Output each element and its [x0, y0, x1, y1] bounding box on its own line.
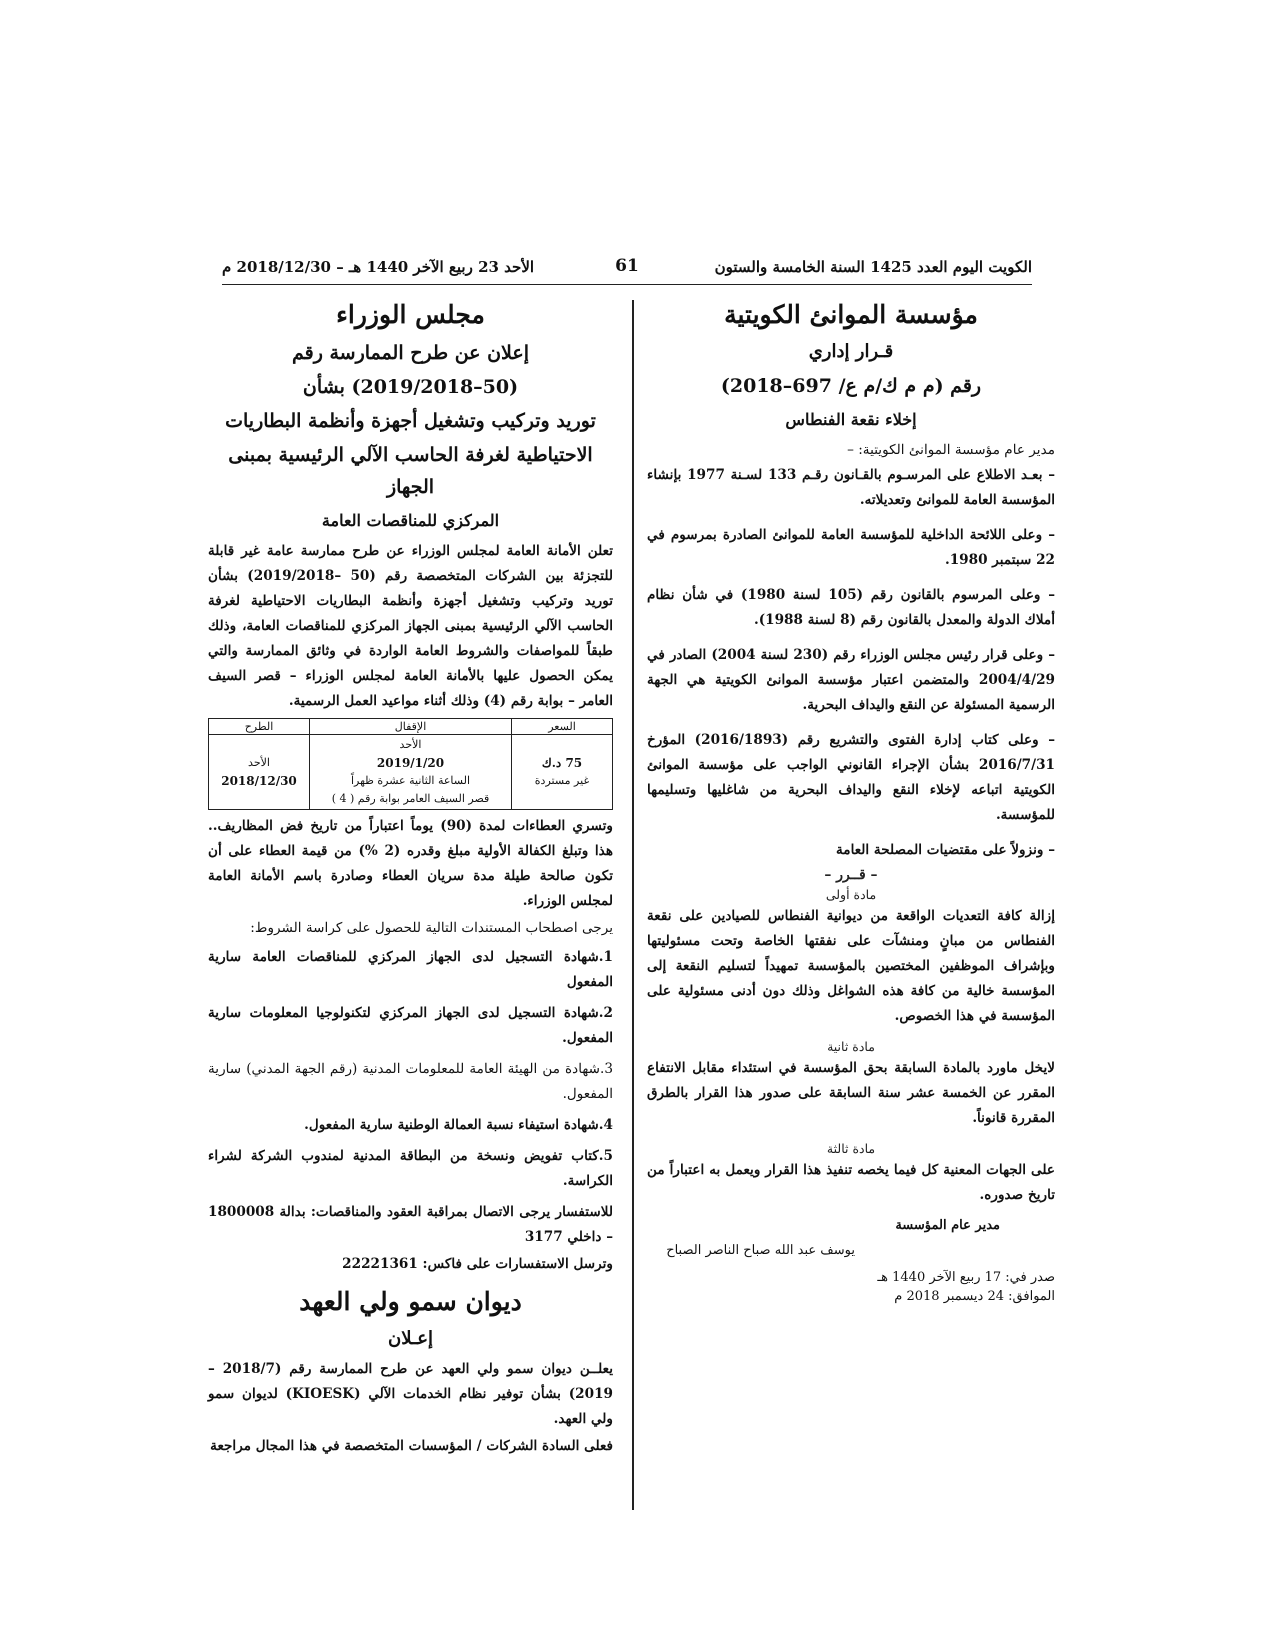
price-cell [512, 735, 613, 810]
closing-time: الساعة الثانية عشرة ظهراً [350, 774, 471, 787]
header-date: الأحد 23 ربيع الآخر 1440 هـ – 2018/12/30 م [222, 258, 535, 276]
clause: – وعلى كتاب إدارة الفتوى والتشريع رقم (2016/1893) المؤرخ 2016/7/31 بشأن الإجراء القانوني الواجب على مؤسسة الموانئ الكويتية اتباعه لإخلاء النقع واليداف البحرية من شاغليها وتسليمها للمؤسسة. [647, 732, 1055, 823]
offering-date: 2018/12/30 [221, 774, 297, 788]
announcement-line2: (50–2019/2018) بشأن [302, 376, 519, 398]
table-header-closing: الإقفال [310, 719, 512, 735]
closing-cell [310, 735, 512, 810]
inquiry-fax: وترسل الاستفسارات على فاكس: 22221361 [342, 1256, 613, 1272]
clause: – وعلى المرسوم بالقانون رقم (105 لسنة 1980) في شأن نظام أملاك الدولة والمعدل بالقانون رقم (8 لسنة 1988). [647, 587, 1055, 628]
left-column [208, 296, 613, 1469]
decision-label: قـرار إداري [808, 341, 894, 362]
closing-day: الأحد [399, 738, 422, 751]
list-item: 2.شهادة التسجيل لدى الجهاز المركزي لتكنولوجيا المعلومات سارية المفعول. [208, 1005, 613, 1046]
list-item: 5.كتاب تفويض ونسخة من البطاقة المدنية لمندوب الشركة لشراء الكراسة. [208, 1148, 613, 1189]
tender-table [208, 718, 613, 810]
header-issue: الكويت اليوم العدد 1425 السنة الخامسة والستون [714, 258, 1032, 276]
decision-subject: إخلاء نقعة الفنطاس [785, 410, 917, 429]
decision-number: رقم (م م ك/م ع/ 697–2018) [720, 375, 982, 397]
ports-authority-title: مؤسسة الموانئ الكويتية [724, 300, 978, 329]
announcement-line1: إعلان عن طرح الممارسة رقم [291, 342, 530, 364]
subject-line3: المركزي للمناقصات العامة [321, 511, 500, 530]
crown-prince-announcement: إعـلان [388, 1328, 433, 1349]
signature-name: يوسف عبد الله صباح الناصر الصباح [666, 1243, 855, 1258]
issued-hijri: صدر في: 17 ربيع الآخر 1440 هـ [877, 1270, 1055, 1285]
clause: – وعلى اللائحة الداخلية للمؤسسة العامة للموانئ الصادرة بمرسوم في 22 سبتمبر 1980. [647, 527, 1055, 568]
tender-intro: تعلن الأمانة العامة لمجلس الوزراء عن طرح ممارسة عامة غير قابلة للتجزئة بين الشركات المتخصصة رقم (50 –2019/2018) بشأن توريد وتركيب وتشغيل أجهزة وأنظمة البطاريات الاحتياطية لغرفة الحاسب الآلي الرئيسية بمبنى الجهاز المركزي للمناقصات العامة، وذلك طبقاً للمواصفات والشروط العامة الواردة في وثائق الممارسة والتي يمكن الحصول عليها بالأمانة العامة لمجلس الوزراء – قصر السيف العامر – بوابة رقم (4) وذلك أثناء مواعيد العمل الرسمية. [208, 543, 613, 709]
crown-prince-last-line: فعلى السادة الشركات / المؤسسات المتخصصة في هذا المجال مراجعة [210, 1438, 613, 1454]
clause: – ونزولاً على مقتضيات المصلحة العامة [836, 842, 1055, 858]
decides-label: – قــرر – [824, 867, 878, 883]
inquiry-contact: للاستفسار يرجى الاتصال بمراقبة العقود والمناقصات: بدالة 1800008 – داخلي 3177 [208, 1204, 613, 1245]
documents-list [208, 945, 613, 1194]
article2-title: مادة ثانية [827, 1039, 875, 1054]
right-column [647, 296, 1055, 1308]
closing-date: 2019/1/20 [376, 756, 445, 770]
offering-day: الأحد [248, 756, 270, 769]
list-item: 1.شهادة التسجيل لدى الجهاز المركزي للمناقصات العامة سارية المفعول [208, 949, 613, 990]
table-header-offering: الطرح [209, 719, 310, 735]
column-divider [632, 300, 634, 1510]
page-header [222, 252, 1032, 285]
validity-text: وتسري العطاءات لمدة (90) يوماً اعتباراً من تاريخ فض المظاريف.. هذا وتبلغ الكفالة الأولية مبلغ وقدره (2 %) من قيمة العطاء على أن تكون صالحة طيلة مدة سريان العطاء وصادرة باسم الأمانة العامة لمجلس الوزراء. [208, 818, 613, 909]
article1-title: مادة أولى [825, 887, 877, 902]
clause: – بعـد الاطلاع على المرسـوم بالقـانون رقـم 133 لسـنة 1977 بإنشاء المؤسسة العامة للموانئ وتعديلاته. [647, 467, 1056, 508]
table-row [209, 735, 613, 810]
article3-text: على الجهات المعنية كل فيما يخصه تنفيذ هذا القرار ويعمل به اعتباراً من تاريخ صدوره. [647, 1162, 1055, 1203]
clause: – وعلى قرار رئيس مجلس الوزراء رقم (230 لسنة 2004) الصادر في 2004/4/29 والمتضمن اعتبار مؤسسة الموانئ الكويتية هي الجهة الرسمية المسئولة عن النقع واليداف البحرية. [647, 647, 1055, 713]
crown-prince-title: ديوان سمو ولي العهد [299, 1287, 522, 1316]
price-value: 75 د.ك [541, 756, 583, 770]
closing-place: قصر السيف العامر بوابة رقم ( 4 ) [331, 792, 490, 805]
offering-cell [209, 735, 310, 810]
subject-line1: توريد وتركيب وتشغيل أجهزة وأنظمة البطاريات [225, 410, 596, 432]
article1-text: إزالة كافة التعديات الواقعة من ديوانية الفنطاس للصيادين على نقعة الفنطاس من مبانٍ ومنشآت على نفقتها الخاصة وتحت مسئوليتها وبإشراف الموظفين المختصين بالمؤسسة تمهيداً لتسليم النقعة إلى المؤسسة خالية من كافة هذه الشواغل وذلك دون أدنى مسئولية على المؤسسة في هذا الخصوص. [647, 908, 1055, 1024]
issued-gregorian: الموافق: 24 ديسمبر 2018 م [894, 1289, 1055, 1304]
list-item: 3.شهادة من الهيئة العامة للمعلومات المدنية (رقم الجهة المدني) سارية المفعول. [208, 1061, 613, 1102]
subject-line2: الاحتياطية لغرفة الحاسب الآلي الرئيسية بمبنى الجهاز [228, 444, 593, 498]
page-number: 61 [615, 256, 639, 276]
documents-intro: يرجى اصطحاب المستندات التالية للحصول على كراسة الشروط: [250, 920, 613, 936]
list-item: 4.شهادة استيفاء نسبة العمالة الوطنية سارية المفعول. [304, 1117, 613, 1133]
signature-title: مدير عام المؤسسة [895, 1218, 1000, 1233]
table-header-price: السعر [512, 719, 613, 735]
council-title: مجلس الوزراء [336, 300, 485, 329]
preamble-intro: مدير عام مؤسسة الموانئ الكويتية: – [847, 442, 1055, 458]
article3-title: مادة ثالثة [826, 1141, 876, 1156]
crown-prince-text: يعلــن ديوان سمو ولي العهد عن طرح الممارسة رقم (2018/7 – 2019) بشأن توفير نظام الخدمات الآلي (KIOESK) لديوان سمو ولي العهد. [208, 1361, 614, 1427]
article2-text: لايخل ماورد بالمادة السابقة بحق المؤسسة في استئداء مقابل الانتفاع المقرر عن الخمسة عشر سنة السابقة على صدور هذا القرار بالطرق المقررة قانوناً. [647, 1060, 1055, 1126]
price-note: غير مستردة [534, 774, 590, 787]
